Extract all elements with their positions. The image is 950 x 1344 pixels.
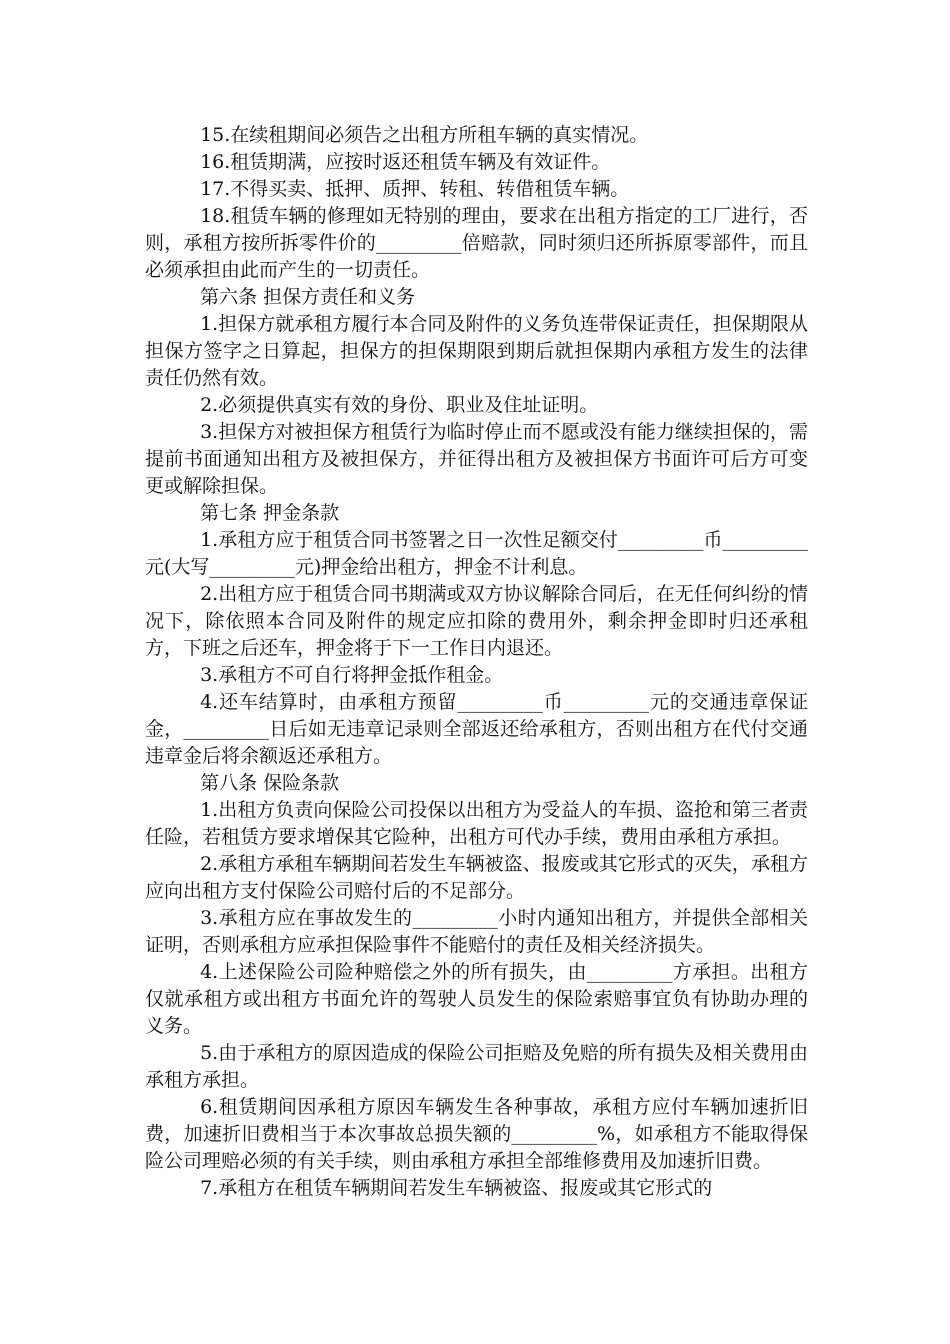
article-7-item-3: 3.承租方不可自行将押金抵作租金。	[200, 664, 504, 686]
contract-body	[145, 122, 808, 1202]
article-6-item-2: 2.必须提供真实有效的身份、职业及住址证明。	[200, 394, 599, 416]
article-7-item-4: 4.还车结算时，由承租方预留_________币_________元的交通违章保证金，_________日后如无违章记录则全部返还给承租方，否则出租方在代付交通违章金后将余额返还承租方。	[145, 691, 808, 767]
article-7-item-2: 2.出租方应于租赁合同书期满或双方协议解除合同后，在无任何纠纷的情况下，除依照本合同及附件的规定应扣除的费用外，剩余押金即时归还承租方，下班之后还车，押金将于下一工作日内退还。	[145, 583, 808, 659]
clause-18: 18.租赁车辆的修理如无特别的理由，要求在出租方指定的工厂进行，否则，承租方按所拆零件价的_________倍赔款，同时须归还所拆原零部件，而且必须承担由此而产生的一切责任。	[145, 205, 808, 281]
clause-16: 16.租赁期满，应按时返还租赁车辆及有效证件。	[200, 151, 611, 173]
clause-15: 15.在续租期间必须告之出租方所租车辆的真实情况。	[200, 124, 649, 146]
article-8-item-7: 7.承租方在租赁车辆期间若发生车辆被盗、报废或其它形式的	[200, 1177, 713, 1199]
article-8-item-5: 5.由于承租方的原因造成的保险公司拒赔及免赔的所有损失及相关费用由承租方承担。	[145, 1042, 808, 1091]
article-8-item-3: 3.承租方应在事故发生的_________小时内通知出租方，并提供全部相关证明，否则承租方应承担保险事件不能赔付的责任及相关经济损失。	[145, 907, 808, 956]
article-8-item-1: 1.出租方负责向保险公司投保以出租方为受益人的车损、盗抢和第三者责任险，若租赁方要求增保其它险种，出租方可代办手续，费用由承租方承担。	[145, 799, 808, 848]
article-7-heading: 第七条 押金条款	[200, 502, 340, 524]
article-8-heading: 第八条 保险条款	[200, 772, 340, 794]
article-8-item-2: 2.承租方承租车辆期间若发生车辆被盗、报废或其它形式的灭失，承租方应向出租方支付保险公司赔付后的不足部分。	[145, 853, 808, 902]
article-6-item-1: 1.担保方就承租方履行本合同及附件的义务负连带保证责任，担保期限从担保方签字之日算起，担保方的担保期限到期后就担保期内承租方发生的法律责任仍然有效。	[145, 313, 808, 389]
clause-17: 17.不得买卖、抵押、质押、转租、转借租赁车辆。	[200, 178, 630, 200]
article-6-item-3: 3.担保方对被担保方租赁行为临时停止而不愿或没有能力继续担保的，需提前书面通知出租方及被担保方，并征得出租方及被担保方书面许可后方可变更或解除担保。	[145, 421, 808, 497]
article-6-heading: 第六条 担保方责任和义务	[200, 286, 416, 308]
article-7-item-1: 1.承租方应于租赁合同书签署之日一次性足额交付_________币_________元(大写_________元)押金给出租方，押金不计利息。	[145, 529, 808, 578]
article-8-item-6: 6.租赁期间因承租方原因车辆发生各种事故，承租方应付车辆加速折旧费，加速折旧费相当于本次事故总损失额的_________%，如承租方不能取得保险公司理赔必须的有关手续，则由承租方承担全部维修费用及加速折旧费。	[145, 1096, 808, 1172]
article-8-item-4: 4.上述保险公司险种赔偿之外的所有损失，由_________方承担。出租方仅就承租方或出租方书面允许的驾驶人员发生的保险索赔事宜负有协助办理的义务。	[145, 961, 808, 1037]
